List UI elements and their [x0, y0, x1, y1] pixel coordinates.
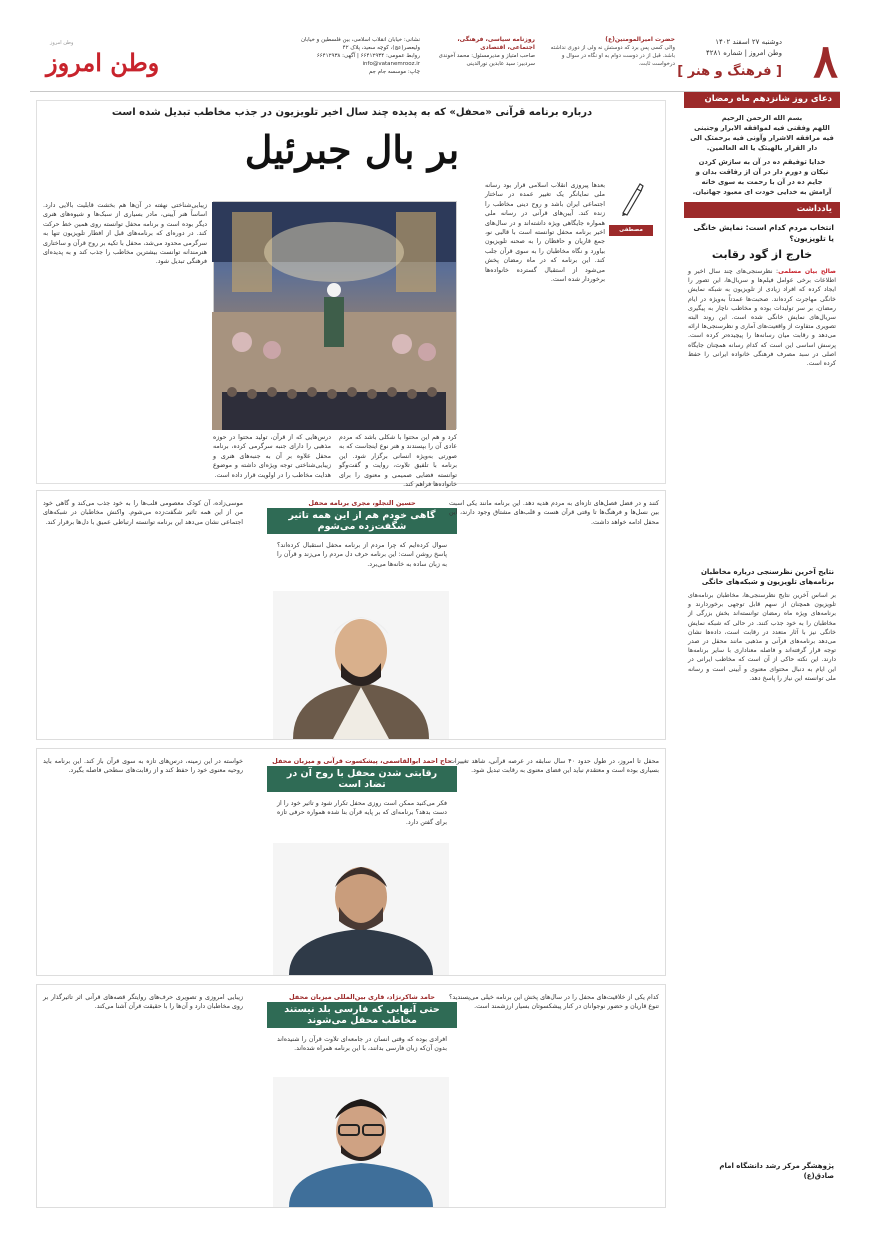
lead-column-3: درس‌هایی که از قرآن، تولید محتوا در حوزه مذهبی را دارای جنبه سرگرمی کرده، برنامه محفل علاوه بر آن به جنبه‌های هنری و زیبایی‌شناختی توجه ویژه‌ای داشته و موضوع هدایت مخاطب را در اولویت قرار داده است. [213, 434, 331, 479]
interview-3-portrait [273, 1077, 449, 1207]
interview-1-title: گاهی خودم هم از این همه تاثیر شگفت‌زده می‌شوم [267, 508, 457, 534]
daily-prayer [684, 108, 840, 202]
ramadan-prayer-bar: دعای روز شانزدهم ماه رمضان [684, 92, 840, 108]
interview-box-2 [36, 748, 666, 976]
author-block [609, 179, 653, 244]
phone-line: روابط عمومی: ۶۶۴۱۲۹۳۴ | آگهی: ۶۶۴۱۲۹۳۸ [316, 53, 420, 59]
interview-2-title: رقابتی شدن محفل با روح آن در تضاد است [267, 766, 457, 792]
author-tag: مصطفی قاسمیان [609, 225, 653, 236]
article-photo [213, 201, 457, 429]
hadith-title: حضرت امیرالمومنین(ع) [605, 36, 675, 43]
lead-column-1: بعدها پیروزی انقلاب اسلامی قرار بود رسانه ملی نمایانگر یک تغییر عمده در ساختار اجتماعی ایران باشد و روح دینی مخاطب را زنده کند. آیین‌های قرآنی در رسانه ملی همواره جایگاهی ویژه داشته‌اند و در سال‌های اخیر برنامه محفل توانسته است با قالبی نو، جمع قاریان و حافظان را به صحنه تلویزیون بیاورد و نگاه مخاطبان را به سوی قرآن جلب کند. این برنامه که در ماه رمضان پخش می‌شود از استقبال گسترده خانواده‌ها برخوردار شده است. [485, 182, 605, 284]
pen-icon [619, 183, 645, 217]
portrait-3-image [273, 1077, 449, 1207]
logo-subtitle: وطن امروز [50, 40, 74, 46]
note-bar: یادداشت [684, 202, 840, 218]
prayer-arabic: اللهم وفقنی فیه لموافقه الابرار وجنبنی فیه مرافقه الاشرار وآونی فیه برحمتک الی دار القرار بالهیتک یا اله العالمین. [690, 124, 834, 152]
note-body-2: بر اساس آخرین نتایج نظرسنجی‌ها، مخاطبان برنامه‌های تلویزیون همچنان از سهم قابل توجهی برخوردارند و برنامه‌های ویژه ماه رمضان توانسته‌اند بخش بزرگی از مخاطبان را به خود جذب کنند. در حالی که شبکه نمایش خانگی نیز با آثار متعدد در رقابت است، داده‌ها نشان می‌دهد برنامه‌های قرآنی و مذهبی مانند محفل در صدر توجه قرار گرفته‌اند و فاصله معناداری با سایر برنامه‌ها دارند. این نکته حاکی از آن است که مخاطب ایرانی در این ایام به دنبال محتوای معنوی و آیینی است و رسانه ملی توانسته این نیاز را پاسخ دهد. [688, 592, 836, 682]
article-lead [36, 100, 666, 489]
interview-3-name: حامد شاکرنژاد، قاری بین‌المللی میزبان محفل [289, 993, 435, 1001]
issue-line: وطن امروز | شماره ۴۲۸۱ [706, 49, 782, 57]
paper-description: روزنامه سیاسی، فرهنگی، اجتماعی، اقتصادی [457, 36, 535, 51]
note-question: انتخاب مردم کدام است: نمایش خانگی یا تلویزیون؟ [693, 223, 834, 243]
lead-column-4: کرد و هم این محتوا با شکلی باشد که مردم عادی آن را بپسندند و هنر نوع اینجاست که به صورتی به‌ویژه انسانی برگزار شود. این برنامه با تلفیق تلاوت، روایت و گفت‌وگو توانسته فضایی صمیمی و معنوی را برای خانواده‌ها فراهم کند. [339, 434, 457, 489]
publisher-line: صاحب امتیاز و مدیرمسئول: محمد آخوندی [438, 53, 535, 59]
lead-column-2: زیبایی‌شناختی نهفته در آن‌ها هم بخشت قابلیت بالایی دارد. اساساً هنر آیینی، مادر بسیاری از سبک‌ها و شیوه‌های هنری دیگر بوده است و برنامه محفل توانسته روی همین خط حرکت کند. در دوره‌ای که برنامه‌های قبل از افطار تلویزیون تنها به سرگرمی محدود می‌شد، محفل با تکیه بر روح قرآن و ساختاری هنرمندانه توانست بیشترین مخاطب را جذب کند و به پدیده‌ای فرهنگی تبدیل شود. [43, 202, 207, 266]
note-body: صالح بیان مسلمی: نظرسنجی‌های چند سال اخیر و اطلاعات برخی عوامل فیلم‌ها و سریال‌ها، این تصور را ایجاد کرده که افراد زیادی از تلویزیون به شبکه نمایش خانگی مهاجرت کرده‌اند. صحبت‌ها عمدتاً به‌ویژه در ایام رمضان، بر سر تولیدات بوده و مخاطب ناچار به پیگیری سریال‌های نمایش خانگی شده است. این روند البته تصویری متفاوت از واقعیت‌های آماری و نظرسنجی‌ها ارائه می‌دهد و رقابت میان رسانه‌ها را پیچیده‌تر کرده است. پرسش اساسی این است که کدام رسانه همچنان جایگاه اصلی در سبد مصرف فرهنگی خانواده ایرانی را حفظ کرده است. [688, 268, 836, 368]
contact-info [270, 36, 420, 76]
interview-3-column-3: افرادی بوده که وقتی انسان در جامعه‌ای تلاوت قرآن را شنیده‌اند بدون آن‌که زبان فارسی بدانند، با این برنامه همراه شده‌اند. [277, 1036, 447, 1053]
interview-1-column-1: کنند و در فضل فصل‌های تازه‌ای به مردم هدیه دهد. این برنامه مانند یکی اسبت بین نسل‌ها و فرهنگ‌ها تا وقتی قرآن هست و قلب‌های مشتاق وجود دارند، این محفل ادامه خواهد داشت. [449, 500, 659, 526]
interview-3-title: حتی آنهایی که فارسی بلد نیستند مخاطب محفل می‌شوند [267, 1002, 457, 1028]
interview-1-portrait [273, 591, 449, 739]
interview-2-name: حاج احمد ابوالقاسمی، پیشکسوت قرآنی و میزبان محفل [272, 757, 452, 765]
interview-2-portrait [273, 843, 449, 975]
issue-box [677, 32, 840, 92]
interview-3-column-1: کدام یکی از خلاقیت‌های محفل را در سال‌های پخش این برنامه خیلی می‌پسندید؟ تنوع قاریان و حضور نوجوانان در کنار پیشکسوتان بسیار ارزشمند است. [449, 994, 659, 1011]
prayer-basmala: بسم الله الرحمن الرحیم [721, 114, 803, 122]
prayer-persian: خدایا توفیقم ده در آن به سازش کردن نیکان و دورم دار در آن از رفاقت بدان و جایم ده در آن با رحمت به سوی خانه آرامش به خدایی خودت ای معبود جهانیان. [692, 158, 832, 196]
interview-3-heading [267, 993, 457, 1028]
interview-1-name: حسین التجلو، مجری برنامه محفل [308, 499, 416, 507]
interview-1-heading [267, 499, 457, 534]
logo-text: وطن امروز [46, 48, 160, 77]
page-number: ۸ [813, 34, 838, 88]
section-label: فرهنگ و هنر [687, 64, 772, 79]
interview-box-3 [36, 984, 666, 1208]
printer-line: چاپ: موسسه جام جم [368, 69, 420, 75]
note-title: خارج از گود رقابت [711, 248, 813, 261]
hadith-text: والی کسی پس برد که دوستش نه ولی از دوری نداشته باشد. قبل از در دوست دوام به او نگاه در سوال و درخواست ثابت. [550, 45, 675, 67]
newspaper-page [30, 32, 840, 1217]
interview-2-column-2: خواسته در این زمینه، درس‌های تازه به سوی قرآن باز کند. این برنامه باید روحیه معنوی خود را حفظ کند و از رقابت‌های سطحی فاصله بگیرد. [43, 758, 243, 775]
article-headline: بر بال جبرئیل [244, 127, 460, 172]
address-line: نشانی: خیابان انقلاب اسلامی، بین فلسطین و خیابان ولیعصر(عج)، کوچه سعید، پلاک ۴۲ [300, 37, 420, 51]
interview-2-heading [267, 757, 457, 792]
interview-1-column-3: سوال کرده‌ایم که چرا مردم از برنامه محفل استقبال کرده‌اند؟ پاسخ روشن است: این برنامه حرف دل مردم را می‌زند و قرآن را به زبان ساده به خانه‌ها می‌برد. [277, 542, 447, 568]
issue-date: دوشنبه ۲۷ اسفند ۱۴۰۲ [715, 38, 782, 46]
section-title: [ فرهنگ و هنر ] [677, 64, 782, 79]
newspaper-logo [36, 38, 160, 78]
interview-3-column-2: زیبایی امروزی و تصویری حرف‌های روایتگر قصه‌های قرآنی اثر تاثیرگذار بر روی مخاطبان دارد و آن‌ها را با حقیقت قرآن آشنا می‌کند. [43, 994, 243, 1011]
masthead [30, 32, 840, 92]
main-article [36, 100, 666, 1210]
portrait-1-image [273, 591, 449, 739]
sidebar [684, 92, 840, 1217]
interview-box-1 [36, 490, 666, 740]
editor-line: سردبیر: سید عابدین نورالدینی [466, 61, 535, 67]
note-author: صالح بیان مسلمی [778, 268, 836, 275]
note-signature: پژوهشگر مرکز رشد دانشگاه امام صادق(ع) [719, 1162, 834, 1180]
hadith-box [545, 36, 675, 88]
email-line: info@vatanemrooz.ir [362, 61, 420, 67]
portrait-2-image [273, 843, 449, 975]
interview-2-column-1: محفل تا امروز، در طول حدود ۴۰ سال سابقه در عرصه قرآنی، شاهد تغییرات بسیاری بوده است و معتقدم نباید این فضای معنوی به رقابت تبدیل شود. [449, 758, 660, 775]
interview-2-column-3: فکر می‌کنید ممکن است روزی محفل تکرار شود و تاثیر خود را از دست بدهد؟ برنامه‌ای که بر پایه قرآن بنا شده همواره حرفی تازه برای گفتن دارد. [277, 800, 447, 826]
interview-1-column-2: موسی‌زاده، آن کودک معصومی قلب‌ها را به خود جذب می‌کند و گاهی خود من از این همه تاثیر شگفت‌زده می‌شوم. واکنش مخاطبان در شبکه‌های اجتماعی نشان می‌دهد این برنامه توانسته ارتباطی عمیق با دل‌ها برقرار کند. [43, 500, 243, 526]
note-subheading: نتایج آخرین نظرسنجی درباره مخاطبان برنامه‌های تلویزیون و شبکه‌های خانگی [700, 568, 834, 586]
article-supertitle: درباره برنامه قرآنی «محفل» که به پدیده چند سال اخیر تلویزیون در جذب مخاطب تبدیل شده است [111, 107, 593, 118]
stage-scene-image [212, 202, 456, 430]
publisher-info [430, 36, 535, 68]
note-body-text: نظرسنجی‌های چند سال اخیر و اطلاعات برخی عوامل فیلم‌ها و سریال‌ها، این تصور را ایجاد کرده که افراد زیادی از تلویزیون به شبکه نمایش خانگی مهاجرت کرده‌اند. صحبت‌ها عمدتاً به‌ویژه در ایام رمضان، بر سر تولیدات بوده و مخاطب ناچار به پیگیری سریال‌های نمایش خانگی شده است. این روند البته تصویری متفاوت از واقعیت‌های آماری و نظرسنجی‌ها ارائه می‌دهد و رقابت میان رسانه‌ها را پیچیده‌تر کرده است. پرسش اساسی این است که کدام رسانه همچنان جایگاه اصلی در سبد مصرف فرهنگی خانواده ایرانی را حفظ کرده است. [688, 268, 836, 368]
